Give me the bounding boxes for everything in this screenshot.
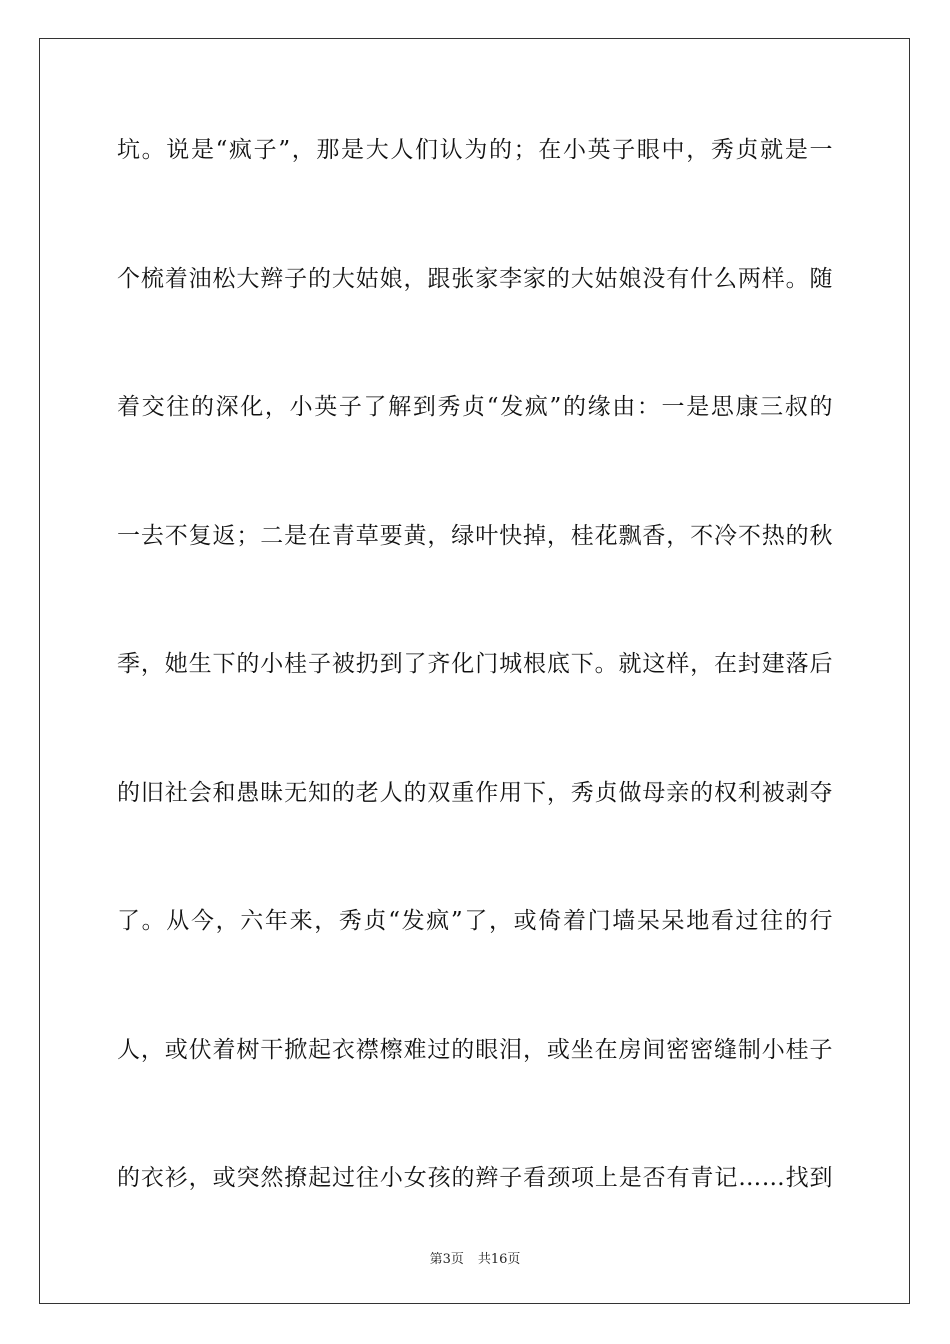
text-line: 坑。说是“疯子”，那是大人们认为的；在小英子眼中，秀贞就是一 (117, 137, 833, 163)
page-total: 共16页 (477, 1252, 521, 1267)
text-line: 的旧社会和愚昧无知的老人的双重作用下，秀贞做母亲的权利被剥夺 (117, 779, 833, 806)
text-line: 了。从今，六年来，秀贞“发疯”了，或倚着门墙呆呆地看过往的行 (117, 908, 833, 934)
page-number: 第3页 (429, 1252, 464, 1267)
text-line: 季，她生下的小桂子被扔到了齐化门城根底下。就这样，在封建落后 (117, 651, 833, 677)
text-line: 着交往的深化，小英子了解到秀贞“发疯”的缘由：一是思康三叔的 (117, 394, 833, 420)
text-line: 一去不复返；二是在青草要黄，绿叶快掉，桂花飘香，不冷不热的秋 (117, 522, 833, 549)
text-line: 人，或伏着树干掀起衣襟檫难过的眼泪，或坐在房间密密缝制小桂子 (117, 1036, 833, 1063)
text-line: 个梳着油松大辫子的大姑娘，跟张家李家的大姑娘没有什么两样。随 (117, 265, 833, 292)
body-text (117, 120, 833, 1277)
text-line: 的衣衫，或突然撩起过往小女孩的辫子看颈项上是否有青记……找到 (117, 1165, 833, 1191)
page-footer (0, 1248, 950, 1267)
